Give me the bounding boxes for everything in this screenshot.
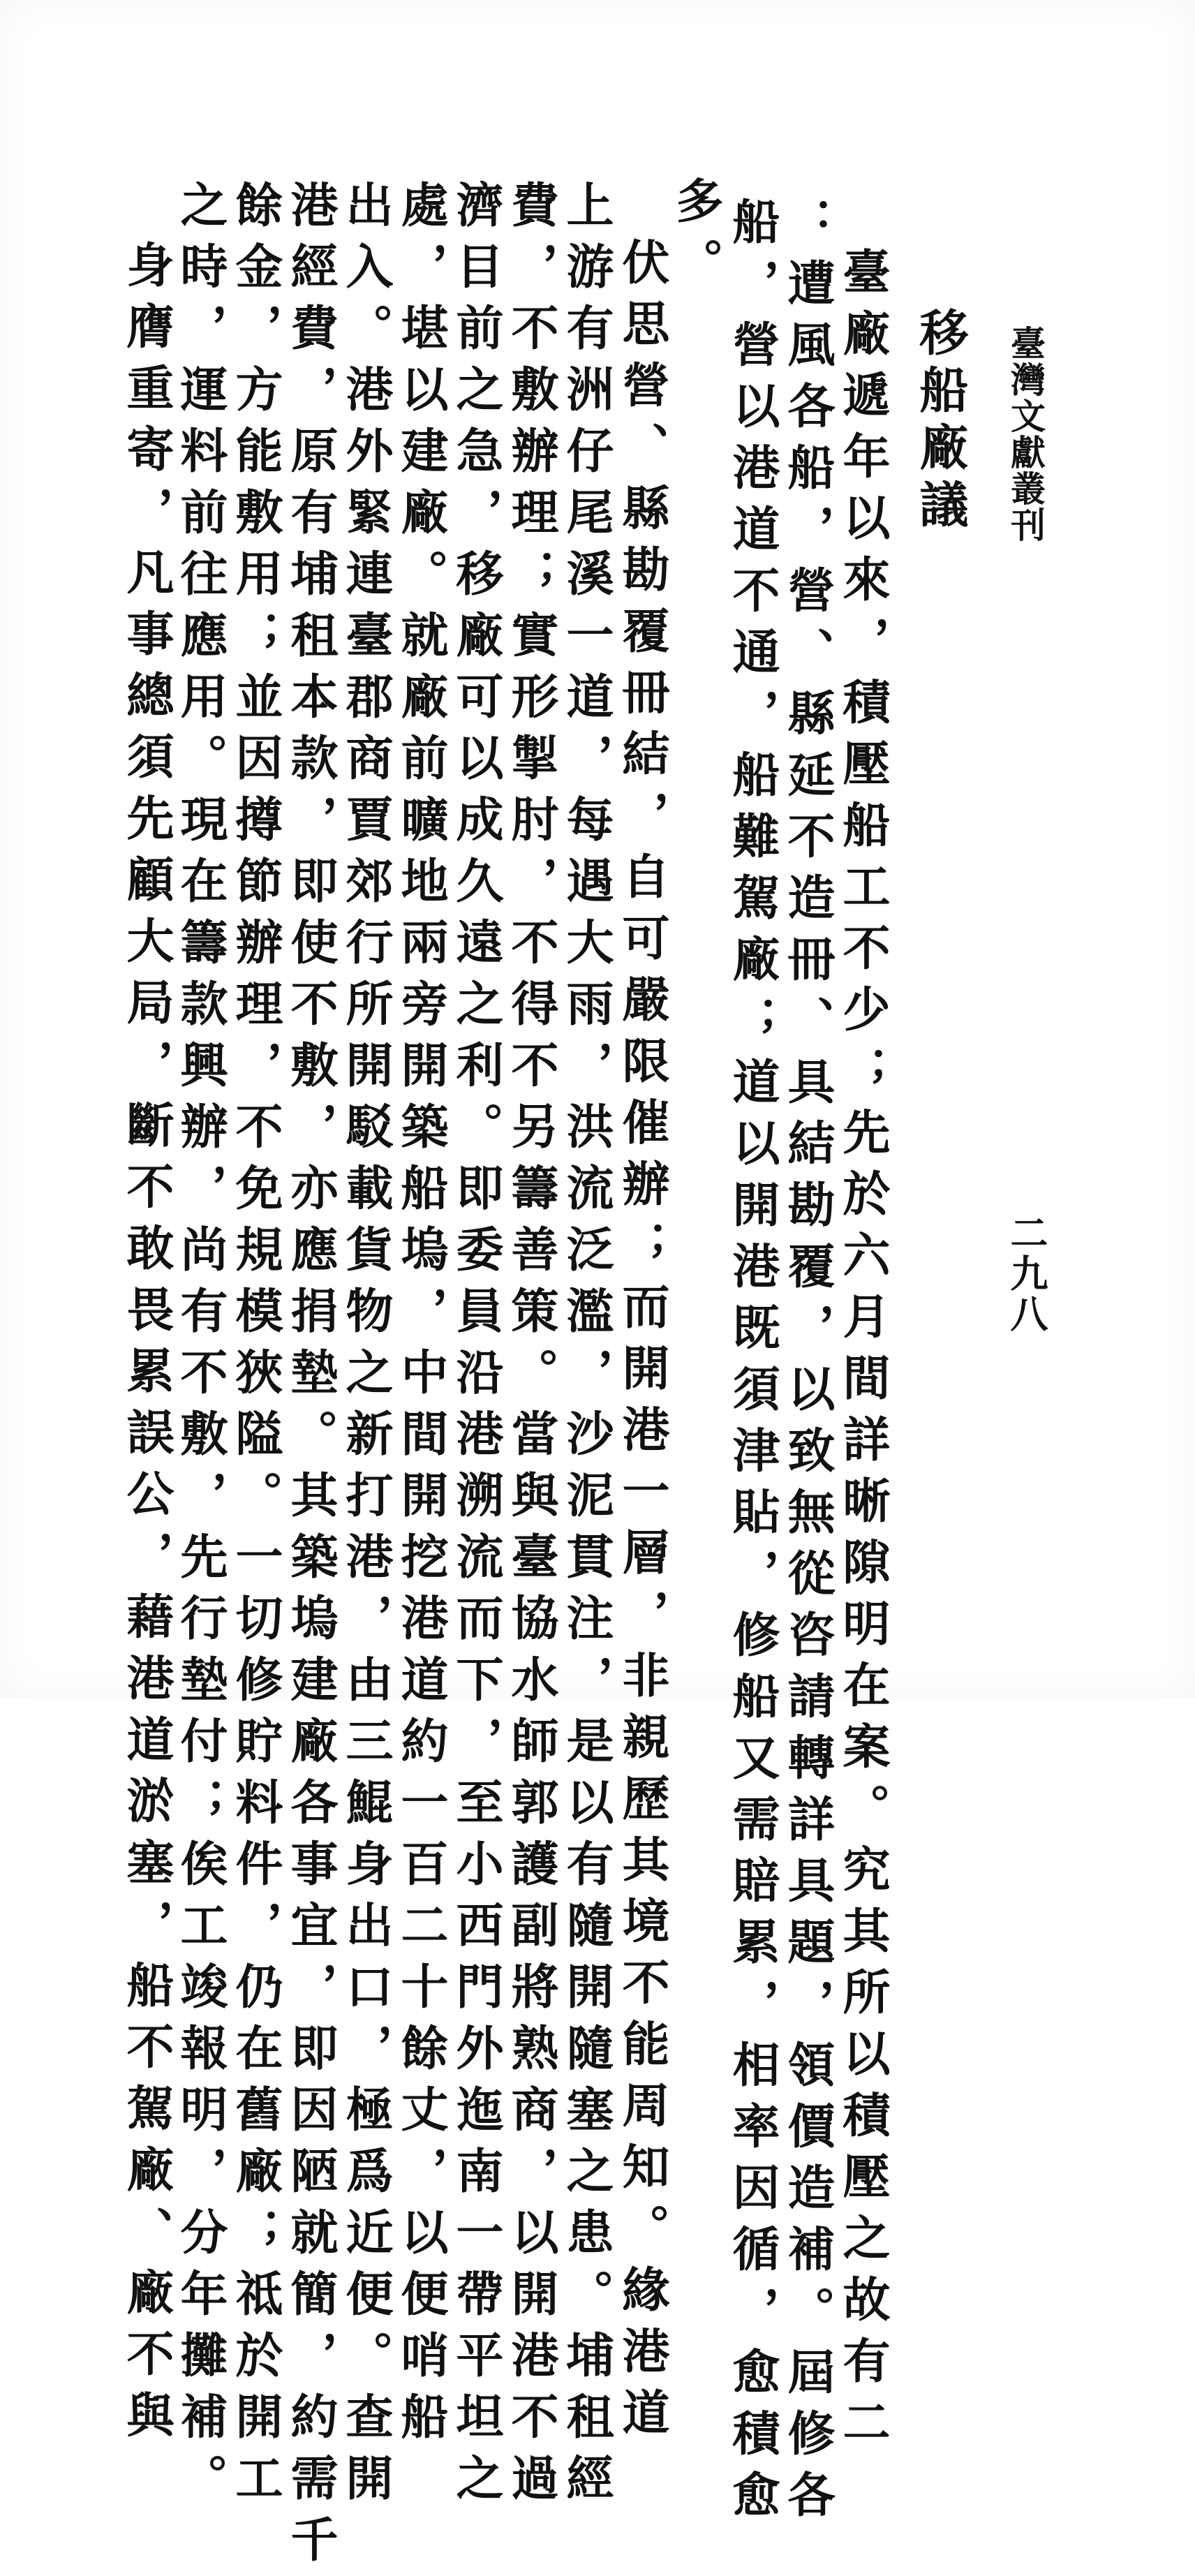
text-line: 餘金，方能敷用；並因撙節辦理，不免規模狹隘。一切修貯料件，仍在舊廠；祗於開工	[228, 180, 283, 2515]
text-line: 出入。港外緊連臺郡商賈郊行所開駁載貨物之新打港，由三鯤身出口，極爲近便。查開	[338, 180, 394, 2515]
text-line: 之時，運料前往應用。現在籌款興辦，尚有不敷，先行墊付；俟工竣報明，分年攤補。	[172, 180, 228, 2515]
text-line: 身膺重寄，凡事總須先顧大局，斷不敢畏累誤公，藉港道淤塞，船不駕廠、廠不與	[119, 240, 175, 2452]
section-title: 移船廠議	[912, 307, 970, 536]
running-title: 臺灣文獻叢刊	[1005, 325, 1046, 543]
text-line: ：遭風各船，營、縣延不造冊、具結勘覆，以致無從咨請轉詳具題，領價造補。屆修各	[780, 197, 836, 2531]
text-line: 伏思營、縣勘覆冊結，自可嚴限催辦；而開港一層，非親歷其境不能周知。緣港道	[614, 237, 670, 2449]
page-number: 二九八	[1004, 1213, 1049, 1335]
text-line: 臺廠遞年以來，積壓船工不少；先於六月間詳晰隙明在案。究其所以積壓之故有二	[835, 247, 891, 2459]
text-line: 港經費，原有埔租本款，即使不敷，亦應捐墊。其築塢建廠各事宜，即因陋就簡，約需千	[283, 180, 339, 2576]
text-line: 費，不敷辦理；實形掣肘，不得不另籌善策。當與臺協水師郭護副將熟商，以開港不過	[503, 180, 559, 2515]
text-line: 處，堪以建廠。就廠前曠地兩旁開築船塢，中間開挖港道約一百二十餘丈，以便哨船	[393, 180, 449, 2453]
text-line: 濟目前之急，移廠可以成久遠之利。即委員沿港溯流而下，至小西門外迤南一帶平坦之	[448, 180, 504, 2515]
text-line: 上游有洲仔尾溪一道，每遇大雨，洪流泛濫，沙泥貫注，是以有隨開隨塞之患。埔租經	[558, 180, 614, 2515]
text-line: 船，營以港道不通，船難駕廠；道以開港既須津貼，修船又需賠累，相率因循，愈積愈	[725, 197, 780, 2531]
text-line: 多。	[668, 176, 724, 299]
